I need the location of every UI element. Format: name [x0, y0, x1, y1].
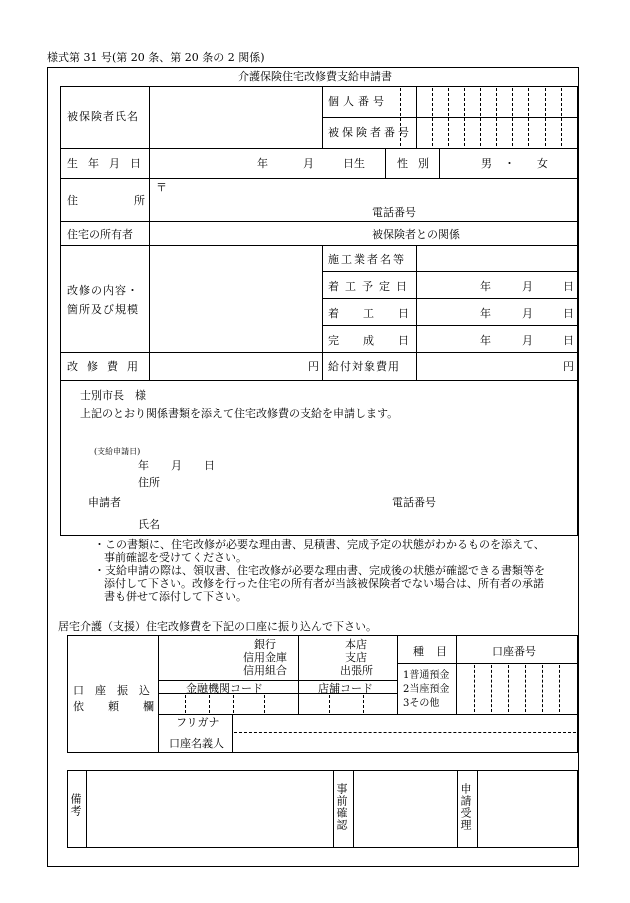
transfer-request-label-line2: 依頼欄	[73, 700, 178, 713]
branch-code-label: 店舗コード	[318, 682, 373, 695]
prior-check-label: 事前確認	[335, 783, 348, 831]
application-received-label: 申請受理	[459, 783, 472, 831]
bank-heading: 居宅介護（支援）住宅改修費を下記の口座に振り込んで下さい。	[58, 620, 377, 633]
renovation-content-field[interactable]	[150, 246, 321, 351]
contractor-field[interactable]	[417, 246, 577, 270]
application-year: 年	[138, 459, 149, 472]
application-day: 日	[204, 459, 215, 472]
insured-name-field[interactable]	[150, 87, 321, 147]
planned-start-day: 日	[563, 280, 574, 293]
address-field[interactable]	[150, 179, 577, 220]
cost-yen: 円	[308, 360, 319, 373]
account-kind-other[interactable]: 3その他	[403, 698, 440, 709]
insured-number-digit-boxes[interactable]	[417, 118, 577, 147]
birth-day-unit: 日生	[343, 157, 365, 170]
branch-name-field[interactable]	[299, 636, 396, 679]
account-holder-field[interactable]	[234, 733, 577, 751]
birth-year-unit: 年	[257, 157, 268, 170]
planned-start-month: 月	[522, 280, 533, 293]
completion-label: 完成日	[328, 334, 433, 347]
birthdate-label: 生年月日	[67, 157, 151, 170]
application-date-label: (支給申請日)	[94, 447, 141, 456]
applicant-name-label: 氏名	[138, 518, 160, 531]
item-label: 種目	[413, 645, 459, 658]
renovation-label-line1: 改修の内容・	[67, 284, 139, 297]
account-kind-current[interactable]: 2当座預金	[403, 684, 450, 695]
start-day: 日	[563, 307, 574, 320]
personal-number-digit-boxes[interactable]	[386, 87, 576, 117]
sex-male-option[interactable]: 男	[481, 157, 492, 170]
completion-year: 年	[480, 334, 491, 347]
benefit-cost-yen: 円	[563, 360, 574, 373]
bank-type-shinkin: 信用金庫	[243, 651, 287, 664]
address-label: 住所	[67, 194, 201, 207]
furigana-field[interactable]	[234, 715, 577, 731]
renovation-label-line2: 箇所及び規模	[67, 303, 139, 316]
note-line-3: ・支給申請の際は、領収書、住宅改修が必要な理由書、完成後の状態が確認できる書類等を	[94, 564, 545, 577]
sex-separator: ・	[504, 157, 515, 170]
birth-month-unit: 月	[303, 157, 314, 170]
account-holder-label: 口座名義人	[169, 737, 224, 750]
contractor-label: 施工業者名等	[328, 253, 406, 266]
completion-month: 月	[522, 334, 533, 347]
note-line-5: 書も併せて添付して下さい。	[104, 590, 247, 603]
account-kind-ordinary[interactable]: 1普通預金	[403, 670, 450, 681]
start-month: 月	[522, 307, 533, 320]
remarks-field[interactable]	[87, 771, 332, 846]
institution-code-label: 金融機関コード	[186, 682, 263, 695]
owner-label: 住宅の所有者	[67, 228, 133, 241]
planned-start-year: 年	[480, 280, 491, 293]
branch-type-office: 出張所	[340, 664, 373, 677]
note-line-1: ・この書類に、住宅改修が必要な理由書、見積書、完成予定の状態がわかるものを添えて、	[94, 538, 545, 551]
furigana-label: フリガナ	[176, 716, 220, 729]
bank-name-field[interactable]	[159, 636, 297, 679]
applicant-label: 申請者	[88, 496, 121, 509]
form-number: 様式第 31 号(第 20 条、第 20 条の 2 関係)	[47, 51, 265, 64]
application-statement: 上記のとおり関係書類を添えて住宅改修費の支給を申請します。	[80, 407, 399, 420]
cost-label: 改修費用	[67, 360, 147, 373]
insured-number-label: 被保険者番号	[328, 126, 412, 139]
sex-label: 性別	[397, 157, 439, 170]
branch-type-main: 本店	[345, 638, 367, 651]
planned-start-label: 着工予定日	[328, 280, 413, 293]
application-month: 月	[171, 459, 182, 472]
sex-female-option[interactable]: 女	[537, 157, 548, 170]
applicant-phone-label: 電話番号	[392, 496, 436, 509]
application-received-field[interactable]	[478, 771, 576, 846]
postal-mark: 〒	[156, 181, 167, 194]
personal-number-label: 個人番号	[328, 95, 388, 108]
address-phone-label: 電話番号	[372, 206, 416, 219]
benefit-cost-field[interactable]	[417, 353, 577, 379]
branch-type-branch: 支店	[345, 651, 367, 664]
addressee: 士別市長 様	[80, 389, 146, 402]
bank-type-kumiai: 信用組合	[243, 664, 287, 677]
form-title: 介護保険住宅改修費支給申請書	[238, 70, 392, 83]
account-number-label: 口座番号	[492, 645, 536, 658]
owner-field[interactable]	[150, 222, 577, 244]
relation-label: 被保険者との関係	[372, 228, 460, 241]
start-label: 着工日	[328, 307, 433, 320]
completion-day: 日	[563, 334, 574, 347]
branch-code-boxes[interactable]	[299, 694, 396, 713]
cost-field[interactable]	[150, 353, 321, 379]
note-line-2: 事前確認を受けてください。	[104, 551, 247, 564]
prior-check-field[interactable]	[354, 771, 456, 846]
birthdate-field[interactable]	[150, 149, 384, 177]
benefit-cost-label: 給付対象費用	[328, 360, 400, 373]
start-year: 年	[480, 307, 491, 320]
institution-code-boxes[interactable]	[159, 694, 297, 713]
insured-name-label: 被保険者氏名	[67, 110, 139, 123]
applicant-address-label: 住所	[138, 476, 160, 489]
account-number-boxes[interactable]	[457, 664, 577, 713]
bank-type-bank: 銀行	[254, 638, 276, 651]
note-line-4: 添付して下さい。改修を行った住宅の所有者が当該被保険者でない場合は、所有者の承諾	[104, 577, 544, 590]
transfer-request-label-line1: 口座振込	[73, 684, 161, 697]
remarks-label: 備考	[69, 793, 82, 817]
